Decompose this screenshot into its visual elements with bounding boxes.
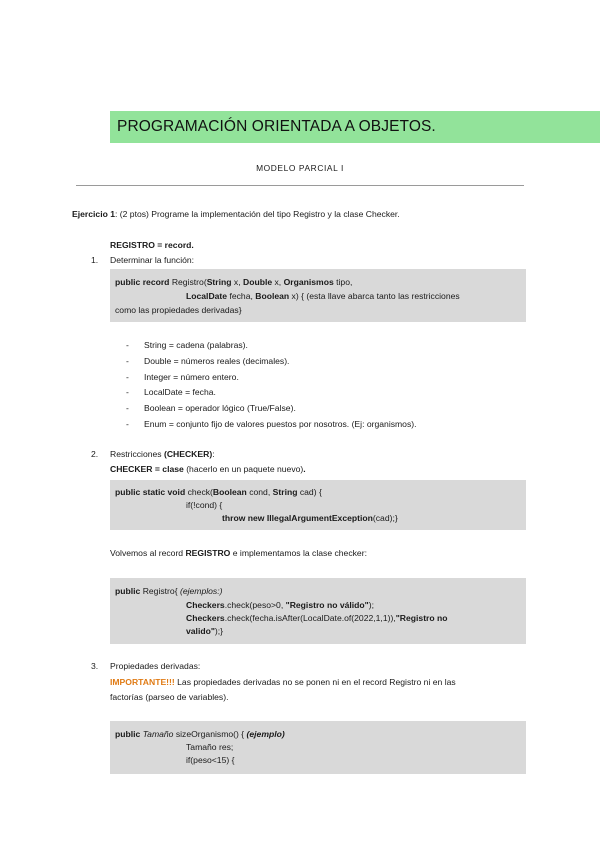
code-line: como las propiedades derivadas} (115, 305, 242, 315)
paragraph: Volvemos al record REGISTRO e implementamos la clase checker: (110, 548, 367, 558)
exercise-heading: Ejercicio 1: (2 ptos) Programe la implementación del tipo Registro y la clase Checker. (72, 209, 400, 219)
exercise-label: Ejercicio 1 (72, 209, 115, 219)
code-line: LocalDate fecha, Boolean x) { (esta llave abarca tanto las restricciones (186, 291, 460, 301)
list-item: - LocalDate = fecha. (126, 387, 216, 398)
list-item: - Boolean = operador lógico (True/False). (126, 403, 296, 414)
important-note-cont: factorías (parseo de variables). (110, 692, 229, 702)
list-item: - Integer = número entero. (126, 371, 239, 382)
code-line: public Tamaño sizeOrganismo() { (ejemplo) (115, 729, 285, 739)
code-line: Checkers.check(peso>0, "Registro no válido"); (186, 600, 374, 610)
section-1-title: Determinar la función: (110, 255, 195, 265)
code-line: valido");} (186, 626, 224, 636)
list-item: - Double = números reales (decimales). (126, 355, 290, 366)
exercise-description: (2 ptos) Programe la implementación del tipo Registro y la clase Checker. (117, 209, 400, 219)
section-3-title: Propiedades derivadas: (110, 661, 201, 671)
type-bullet-list (126, 340, 417, 435)
code-line: Checkers.check(fecha.isAfter(LocalDate.of(2022,1,1)),"Registro no (186, 613, 448, 623)
code-line: public static void check(Boolean cond, String cad) { (115, 487, 322, 497)
list-item: - Enum = conjunto fijo de valores puestos por nosotros. (Ej: organismos). (126, 418, 417, 429)
registro-definition: REGISTRO = record. (110, 240, 194, 250)
code-line: if(peso<15) { (186, 755, 235, 765)
code-line: if(!cond) { (186, 500, 223, 510)
code-line: throw new IllegalArgumentException(cad);} (222, 513, 398, 523)
code-line: Tamaño res; (186, 742, 234, 752)
important-note: IMPORTANTE!!! Las propiedades derivadas no se ponen ni en el record Registro ni en las (110, 677, 456, 687)
divider (76, 185, 524, 186)
section-2-title: Restricciones (CHECKER): (110, 449, 215, 459)
code-line: public record Registro(String x, Double x, Organismos tipo, (115, 277, 353, 287)
section-3-number: 3. (91, 661, 99, 671)
checker-definition: CHECKER = clase (hacerlo en un paquete nuevo). (110, 464, 306, 474)
section-2-number: 2. (91, 449, 99, 459)
list-item: - String = cadena (palabras). (126, 340, 248, 350)
page-title: PROGRAMACIÓN ORIENTADA A OBJETOS. (117, 118, 436, 135)
page-subtitle: MODELO PARCIAL I (256, 163, 344, 173)
code-line: public Registro{ (ejemplos:) (115, 586, 223, 596)
section-1-number: 1. (91, 255, 99, 265)
